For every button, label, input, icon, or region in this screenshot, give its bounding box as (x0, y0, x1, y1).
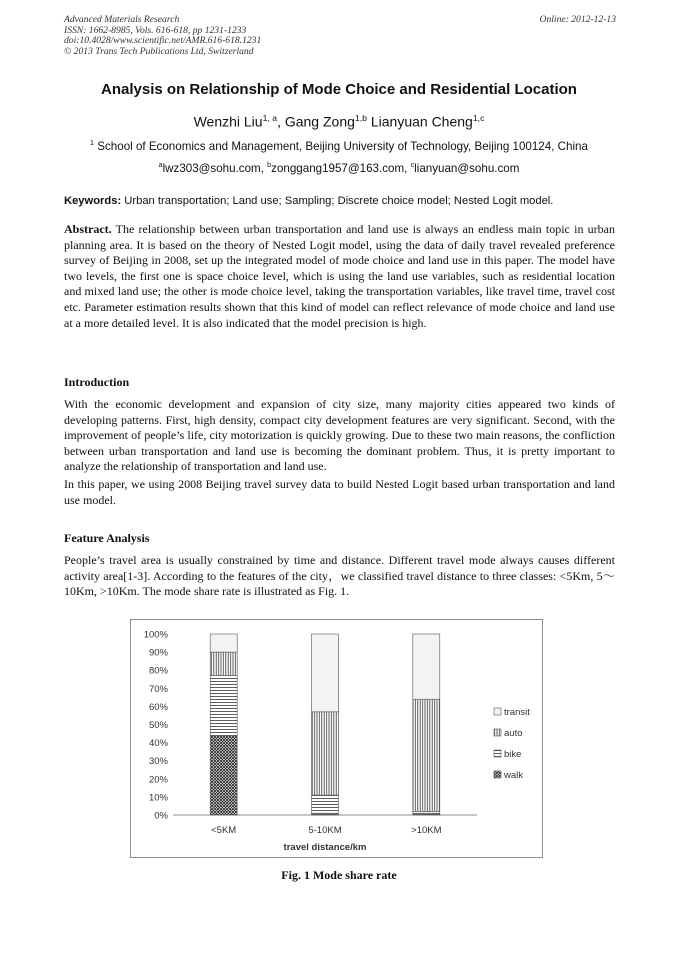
email-sup: c (410, 160, 415, 169)
issn-line: ISSN: 1662-8985, Vols. 616-618, pp 1231-1233 (64, 24, 247, 36)
bar-segment-auto (312, 712, 339, 795)
bar-segment-bike (210, 676, 237, 736)
keywords-text: Urban transportation; Land use; Sampling; Discrete choice model; Nested Logit model. (121, 195, 554, 207)
keywords-line (64, 195, 616, 207)
bar-segment-auto (413, 699, 440, 811)
email-sup: a (158, 160, 163, 169)
email-address: lianyuan@sohu.com (414, 161, 520, 175)
figure-caption: Fig. 1 Mode share rate (281, 868, 397, 882)
abstract-text: The relationship between urban transportation and land use is always an endless main topic in urban planning area. It is based on the theory of Nested Logit model, using the data of daily travel revealed preference survey of Beijing in 2008, set up the integrated model of mode choice and land use in this paper. The model have two levels, the first one is space choice level, which is using the land use variables, such as residential location and mixed land use; the other is mode choice level, taking the transportation variables, like travel time, travel cost etc. Parameter estimation results shown that this kind of model can reflect relevance of mode choice and land use at a more detailed level. It is also indicated that the model precision is high. (64, 222, 615, 330)
email-address: lwz303@sohu.com (162, 161, 261, 175)
legend-label-bike: bike (504, 749, 522, 760)
email-address: zonggang1957@163.com (271, 161, 405, 175)
legend-label-walk: walk (504, 770, 524, 781)
x-tick-label: >10KM (411, 825, 442, 836)
y-tick-label: 20% (148, 774, 168, 786)
email-list (40, 160, 638, 175)
bar-segment-transit (210, 634, 237, 652)
journal-header (64, 15, 616, 57)
y-tick-label: 40% (148, 738, 168, 750)
copyright-line: © 2013 Trans Tech Publications Ltd, Switzerland (64, 45, 254, 57)
keywords-label: Keywords: (64, 195, 122, 207)
y-tick-label: 0% (154, 810, 168, 822)
affiliation-text: School of Economics and Management, Beijing University of Technology, Beijing 100124, China (94, 139, 588, 153)
y-tick-label: 90% (148, 647, 168, 659)
chart-canvas (131, 620, 542, 857)
author-sep: , (277, 113, 285, 130)
affiliation-sup: 1 (90, 138, 95, 147)
author-sup: 1, a (262, 113, 278, 123)
online-date: Online: 2012-12-13 (539, 14, 616, 25)
introduction-paragraph-2: In this paper, we using 2008 Beijing travel survey data to build Nested Logit based urban transportation and land use model. (64, 477, 615, 507)
legend-label-auto: auto (504, 728, 523, 739)
introduction-paragraph: With the economic development and expansion of city size, many majority cities appeared two kinds of developing patterns. First, high density, compact city development features are very significant. Second, with the improvement of people’s life, city motorization is quickly growing. Due to these two main reasons, the confliction between urban transportation and land use is becoming the dominant problem. Thus, it is pretty important to analyze the relationship of transportation and land use. (64, 397, 615, 474)
paper-title: Analysis on Relationship of Mode Choice and Residential Location (101, 81, 577, 98)
bar-segment-transit (413, 634, 440, 699)
feature-analysis-paragraph: People’s travel area is usually constrained by time and distance. Different travel mode always causes different activity area[1-3]. According to the features of the city，we classified travel distance to three classes: <5Km, 5～10Km, >10Km. The mode share rate is illustrated as Fig. 1. (64, 553, 615, 599)
x-tick-label: 5-10KM (308, 825, 342, 836)
author-name: Lianyuan Cheng (370, 113, 473, 130)
feature-analysis-heading: Feature Analysis (64, 531, 150, 545)
legend-label-transit: transit (504, 707, 530, 718)
legend-swatch-bike (494, 750, 501, 757)
bar-segment-walk (210, 735, 237, 815)
y-tick-label: 70% (148, 683, 168, 695)
bar-segment-auto (210, 652, 237, 676)
mode-share-chart (130, 619, 543, 858)
y-tick-label: 80% (148, 665, 168, 677)
y-tick-label: 10% (148, 792, 168, 804)
legend-swatch-auto (494, 729, 501, 736)
bar-segment-bike (312, 795, 339, 813)
y-tick-label: 50% (148, 720, 168, 731)
x-tick-label: <5KM (211, 825, 237, 836)
affiliation (40, 138, 638, 153)
x-axis-title: travel distance/km (283, 842, 367, 853)
abstract-paragraph (64, 222, 615, 331)
doi-line: doi:10.4028/www.scientific.net/AMR.616-618.1231 (64, 35, 262, 47)
y-tick-label: 100% (143, 629, 168, 641)
abstract-label: Abstract. (64, 222, 112, 236)
email-sep: , (260, 161, 268, 175)
author-sup: 1,b (354, 113, 367, 123)
legend-swatch-transit (494, 708, 501, 715)
bar-segment-transit (312, 634, 339, 712)
introduction-heading: Introduction (64, 375, 130, 389)
author-list (40, 113, 638, 130)
y-tick-label: 30% (148, 756, 168, 768)
journal-name: Advanced Materials Research (64, 14, 180, 25)
email-sep: , (404, 161, 411, 175)
author-name: Wenzhi Liu (193, 113, 263, 130)
email-sup: b (267, 160, 272, 169)
legend-swatch-walk (494, 771, 501, 778)
y-tick-label: 60% (148, 701, 168, 713)
author-name: Gang Zong (284, 113, 355, 130)
author-sup: 1,c (472, 113, 485, 123)
